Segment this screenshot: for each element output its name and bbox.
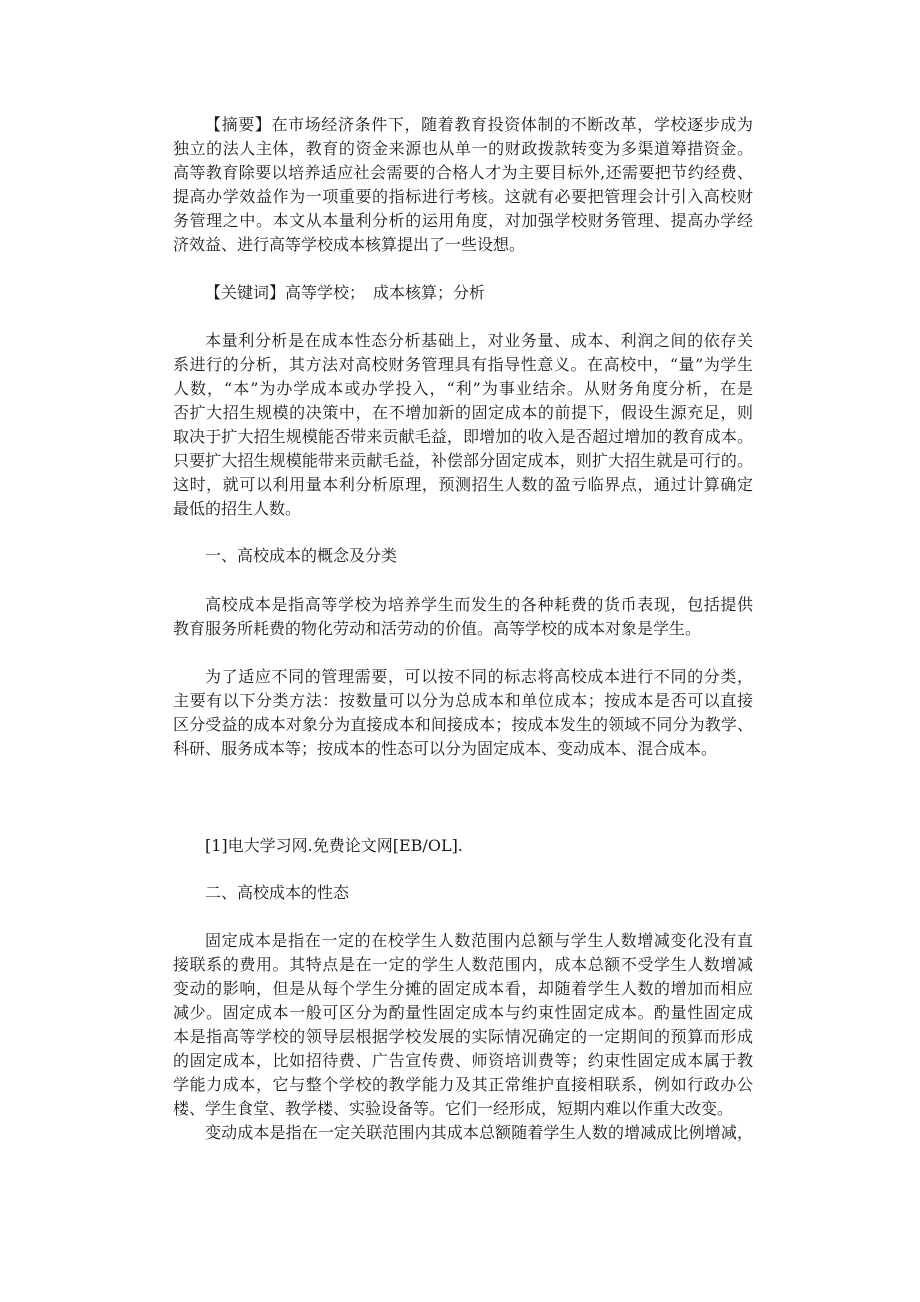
text-line: 否扩大招生规模的决策中，在不增加新的固定成本的前提下，假设生源充足，则 [173, 403, 753, 422]
text-line: 济效益、进行高等学校成本核算提出了一些设想。 [173, 235, 526, 254]
text-line: 为了适应不同的管理需要，可以按不同的标志将高校成本进行不同的分类， [205, 667, 753, 686]
text-line: 接联系的费用。其特点是在一定的学生人数范围内，成本总额不受学生人数增减 [173, 955, 753, 974]
text-line: 变动成本是指在一定关联范围内其成本总额随着学生人数的增减成比例增减， [205, 1123, 753, 1142]
text-line: 取决于扩大招生规模能否带来贡献毛益，即增加的收入是否超过增加的教育成本。 [173, 427, 753, 446]
text-line: 务管理之中。本文从本量利分析的运用角度，对加强学校财务管理、提高办学经 [173, 211, 753, 230]
text-line: 区分受益的成本对象分为直接成本和间接成本；按成本发生的领域不同分为教学、 [173, 715, 753, 734]
reference-line [173, 834, 753, 858]
text-line: 的固定成本，比如招待费、广告宣传费、师资培训费等；约束性固定成本属于教 [173, 1051, 753, 1070]
text-line: 只要扩大招生规模能带来贡献毛益，补偿部分固定成本，则扩大招生就是可行的。 [173, 451, 753, 470]
section-heading: 二、高校成本的性态 [205, 883, 350, 902]
text-line: 减少。固定成本一般可区分为酌量性固定成本与约束性固定成本。酌量性固定成 [173, 1003, 753, 1022]
text-line: 本是指高等学校的领导层根据学校发展的实际情况确定的一定期间的预算而形成 [173, 1027, 753, 1046]
section2-paragraph-1 [173, 929, 753, 1121]
text-line: 这时，就可以利用量本利分析原理，预测招生人数的盈亏临界点，通过计算确定 [173, 475, 753, 494]
keywords-paragraph [173, 281, 753, 305]
text-line: 固定成本是指在一定的在校学生人数范围内总额与学生人数增减变化没有直 [205, 931, 753, 950]
text-line: 本量利分析是在成本性态分析基础上，对业务量、成本、利润之间的依存关 [205, 331, 753, 350]
section-heading: 一、高校成本的概念及分类 [205, 546, 398, 565]
text-line: 高校成本是指高等学校为培养学生而发生的各种耗费的货币表现，包括提供 [205, 595, 753, 614]
section1-paragraph-1 [173, 593, 753, 641]
section1-heading [173, 544, 753, 568]
text-line: 高等教育除要以培养适应社会需要的合格人才为主要目标外,还需要把节约经费、 [173, 163, 753, 182]
reference-text: [1]电大学习网.免费论文网[EB/OL]. [205, 836, 463, 855]
text-line: 【摘要】在市场经济条件下，随着教育投资体制的不断改革，学校逐步成为 [205, 115, 753, 134]
text-line: 教育服务所耗费的物化劳动和活劳动的价值。高等学校的成本对象是学生。 [173, 619, 702, 638]
text-line: 人数，“本”为办学成本或办学投入，“利”为事业结余。从财务角度分析，在是 [173, 379, 753, 398]
text-line: 楼、学生食堂、教学楼、实验设备等。它们一经形成，短期内难以作重大改变。 [173, 1099, 734, 1118]
text-line: 主要有以下分类方法：按数量可以分为总成本和单位成本；按成本是否可以直接 [173, 691, 753, 710]
text-line: 学能力成本，它与整个学校的教学能力及其正常维护直接相联系，例如行政办公 [173, 1075, 753, 1094]
section2-heading [173, 881, 753, 905]
text-line: 提高办学效益作为一项重要的指标进行考核。这就有必要把管理会计引入高校财 [173, 187, 753, 206]
keywords-line: 【关键词】高等学校； 成本核算；分析 [205, 283, 486, 302]
text-line: 系进行的分析，其方法对高校财务管理具有指导性意义。在高校中，“量”为学生 [173, 355, 753, 374]
section1-paragraph-2 [173, 665, 753, 761]
abstract-paragraph [173, 113, 753, 257]
text-line: 变动的影响，但是从每个学生分摊的固定成本看，却随着学生人数的增加而相应 [173, 979, 753, 998]
section2-paragraph-2 [173, 1121, 753, 1145]
text-line: 最低的招生人数。 [173, 499, 302, 518]
text-line: 独立的法人主体，教育的资金来源也从单一的财政拨款转变为多渠道筹措资金。 [173, 139, 753, 158]
text-line: 科研、服务成本等；按成本的性态可以分为固定成本、变动成本、混合成本。 [173, 739, 718, 758]
intro-paragraph [173, 329, 753, 521]
